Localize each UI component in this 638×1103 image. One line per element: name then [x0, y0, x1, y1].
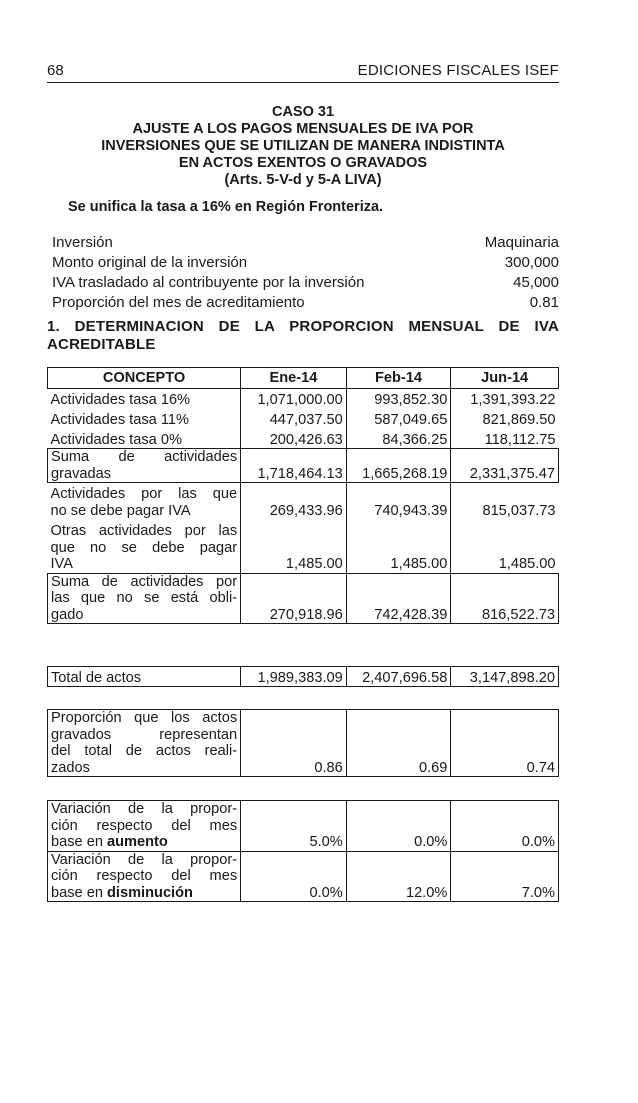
param-row: [52, 253, 559, 273]
col-header-concepto: CONCEPTO: [48, 368, 241, 389]
col-header-jun: Jun-14: [451, 368, 559, 389]
param-value: 300,000: [504, 254, 559, 271]
cell-value: 200,426.63: [241, 429, 347, 449]
row-label: Variación de la propor- ción respecto del mes base en disminución: [48, 851, 241, 902]
table-row: [48, 389, 559, 409]
case-title: [47, 104, 559, 189]
cell-value: 3,147,898.20: [451, 667, 559, 687]
param-row: [52, 233, 559, 253]
param-value: Maquinaria: [484, 234, 559, 251]
cell-value: 1,391,393.22: [451, 389, 559, 409]
cell-value: 1,485.00: [346, 519, 451, 573]
table-row: [48, 483, 559, 520]
cell-value: 84,366.25: [346, 429, 451, 449]
proportion-table: [47, 709, 559, 777]
cell-value: 270,918.96: [241, 573, 347, 624]
table-row: [48, 519, 559, 573]
table-header-row: [48, 368, 559, 389]
cell-value: 0.0%: [241, 851, 347, 902]
investment-parameters: [52, 233, 559, 313]
col-header-feb: Feb-14: [346, 368, 451, 389]
cell-value: 1,718,464.13: [241, 449, 347, 483]
cell-value: 1,485.00: [241, 519, 347, 573]
cell-value: 0.69: [346, 710, 451, 777]
page-header: [47, 60, 559, 83]
cell-value: 2,331,375.47: [451, 449, 559, 483]
case-number: CASO 31: [271, 104, 335, 120]
table-row: [48, 710, 559, 777]
cell-value: 118,112.75: [451, 429, 559, 449]
row-label: Actividades tasa 16%: [48, 389, 241, 409]
param-label: IVA trasladado al contribuyente por la inversión: [52, 274, 365, 291]
cell-value: 1,485.00: [451, 519, 559, 573]
cell-value: 816,522.73: [451, 573, 559, 624]
publisher-name: EDICIONES FISCALES ISEF: [357, 62, 559, 79]
page-number: 68: [47, 62, 64, 79]
cell-value: 821,869.50: [451, 409, 559, 429]
row-label: Otras actividades por las que no se debe pagar IVA: [48, 519, 241, 573]
row-label: Suma de actividades gravadas: [48, 449, 241, 483]
param-label: Monto original de la inversión: [52, 254, 248, 271]
cell-value: 0.0%: [451, 801, 559, 852]
cell-value: 587,049.65: [346, 409, 451, 429]
case-title-line: EN ACTOS EXENTOS O GRAVADOS: [178, 155, 428, 171]
case-title-line: AJUSTE A LOS PAGOS MENSUALES DE IVA POR: [132, 121, 474, 137]
cell-value: 0.0%: [346, 801, 451, 852]
iva-proportion-table: [47, 367, 559, 624]
cell-value: 269,433.96: [241, 483, 347, 520]
cell-value: 0.86: [241, 710, 347, 777]
table-row: [48, 429, 559, 449]
table-row: [48, 409, 559, 429]
case-legal-reference: (Arts. 5-V-d y 5-A LIVA): [224, 172, 382, 188]
col-header-ene: Ene-14: [241, 368, 347, 389]
cell-value: 7.0%: [451, 851, 559, 902]
cell-value: 815,037.73: [451, 483, 559, 520]
param-label: Inversión: [52, 234, 113, 251]
rate-note: Se unifica la tasa a 16% en Región Fronteriza.: [68, 199, 384, 215]
row-label: Suma de actividades por las que no se está obli- gado: [48, 573, 241, 624]
param-label: Proporción del mes de acreditamiento: [52, 294, 305, 311]
param-row: [52, 273, 559, 293]
param-value: 45,000: [513, 274, 559, 291]
cell-value: 1,071,000.00: [241, 389, 347, 409]
table-row: [48, 667, 559, 687]
cell-value: 447,037.50: [241, 409, 347, 429]
cell-value: 1,665,268.19: [346, 449, 451, 483]
cell-value: 2,407,696.58: [346, 667, 451, 687]
cell-value: 5.0%: [241, 801, 347, 852]
table-row: [48, 449, 559, 483]
row-label: Variación de la propor- ción respecto del mes base en aumento: [48, 801, 241, 852]
table-row: [48, 573, 559, 624]
cell-value: 740,943.39: [346, 483, 451, 520]
table-row: [48, 851, 559, 902]
section-title: 1. DETERMINACION DE LA PROPORCION MENSUAL DE IVA ACREDITABLE: [47, 318, 559, 353]
param-row: [52, 293, 559, 313]
row-label: Proporción que los actos gravados representan del total de actos reali- zados: [48, 710, 241, 777]
row-label: Actividades por las que no se debe pagar IVA: [48, 483, 241, 520]
cell-value: 993,852.30: [346, 389, 451, 409]
cell-value: 0.74: [451, 710, 559, 777]
case-title-line: INVERSIONES QUE SE UTILIZAN DE MANERA INDISTINTA: [101, 138, 505, 154]
cell-value: 1,989,383.09: [241, 667, 347, 687]
total-table: [47, 666, 559, 687]
row-label: Actividades tasa 11%: [48, 409, 241, 429]
param-value: 0.81: [529, 294, 559, 311]
table-row: [48, 801, 559, 852]
cell-value: 742,428.39: [346, 573, 451, 624]
row-label: Actividades tasa 0%: [48, 429, 241, 449]
variation-table: [47, 800, 559, 902]
cell-value: 12.0%: [346, 851, 451, 902]
row-label: Total de actos: [48, 667, 241, 687]
